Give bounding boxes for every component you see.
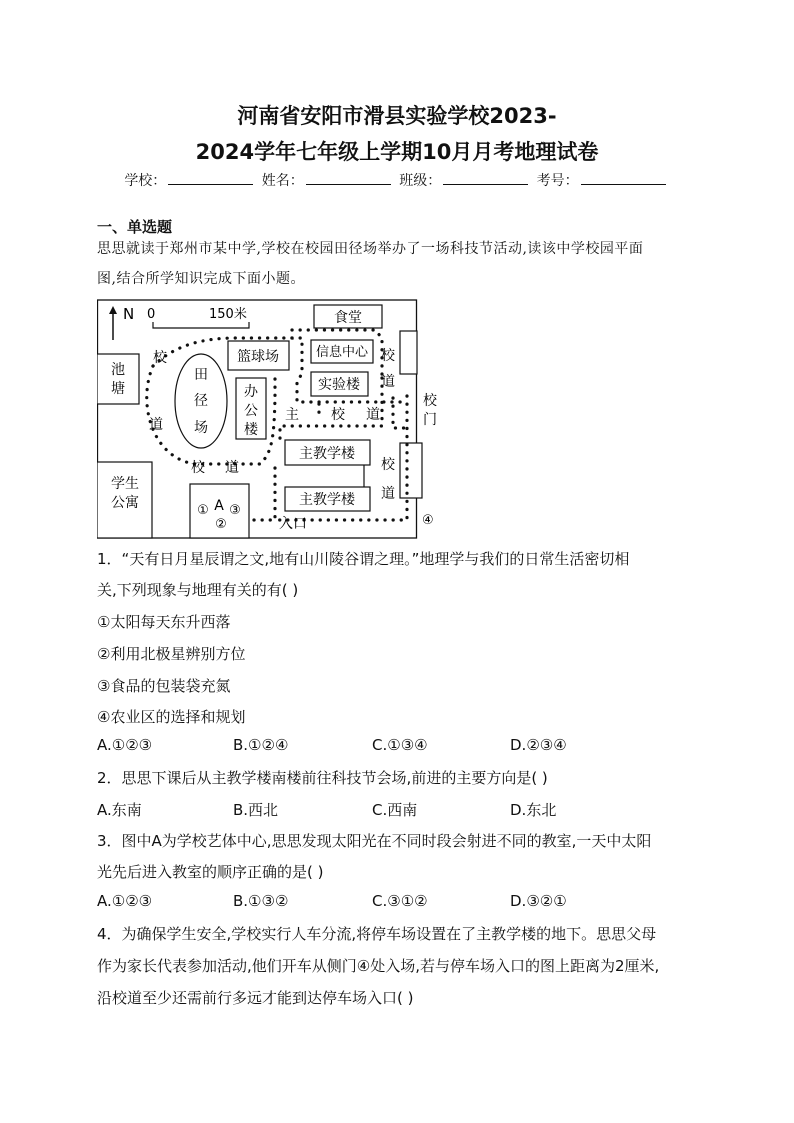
north-arrowhead-icon [109, 306, 117, 314]
section-heading: 一、单选题 [97, 218, 173, 236]
q4-stem-line3: 沿校道至少还需前行多远才能到达停车场入口( ) [97, 989, 414, 1007]
q1-stem-line1: 1．“天有日月星辰谓之文,地有山川陵谷谓之理。”地理学与我们的日常生活密切相 [97, 550, 630, 568]
q1-option-c[interactable]: C.①③④ [372, 736, 428, 754]
road-label-xiao-south: 校 [191, 460, 205, 476]
art-room-1: ① [197, 503, 209, 518]
pond-label-b: 塘 [111, 381, 125, 397]
road-label-dao-east: 道 [381, 374, 395, 390]
q4-stem-line1: 4．为确保学生安全,学校实行人车分流,将停车场设置在了主教学楼的地下。思思父母 [97, 925, 657, 943]
canteen-label: 食堂 [334, 310, 362, 326]
q1-option-b[interactable]: B.①②④ [233, 736, 289, 754]
north-label: N [123, 305, 135, 323]
school-label: 学校： [124, 173, 167, 189]
side-structure-north [400, 331, 417, 374]
scale-length: 150米 [209, 307, 247, 322]
q1-item-3: ③食品的包装袋充氮 [97, 677, 231, 695]
road-label-xiao-east: 校 [381, 348, 395, 364]
side-gate-4: ④ [422, 513, 434, 528]
lab-label: 实验楼 [318, 377, 360, 393]
info-center-label: 信息中心 [315, 345, 369, 360]
track-label-a: 田 [194, 367, 208, 383]
class-label: 班级： [399, 173, 442, 189]
scale-bar [153, 322, 249, 328]
gate-label-b: 门 [423, 412, 437, 428]
road-label-xiao-west: 校 [153, 350, 167, 366]
entrance-label: 入口 [279, 516, 307, 532]
exam-title-line1: 河南省安阳市滑县实验学校2023- [237, 104, 557, 128]
road-label-dao-se: 道 [381, 486, 395, 502]
q3-option-d[interactable]: D.③②① [510, 892, 567, 910]
q3-option-c[interactable]: C.③①② [372, 892, 428, 910]
teaching-building-south-label: 主教学楼 [299, 492, 355, 508]
office-label-a: 办 [244, 384, 258, 400]
q3-option-a[interactable]: A.①②③ [97, 892, 153, 910]
intro-line1: 思思就读于郑州市某中学,学校在校园田径场举办了一场科技节活动,读该中学校园平面 [97, 241, 644, 257]
class-blank[interactable] [443, 172, 528, 185]
art-room-3: ③ [229, 503, 241, 518]
road-label-dao-south: 道 [225, 460, 239, 476]
campus-map [97, 298, 442, 540]
basketball-label: 篮球场 [237, 349, 279, 365]
q2-stem: 2．思思下课后从主教学楼南楼前往科技节会场,前进的主要方向是( ) [97, 769, 548, 787]
scale-zero: 0 [147, 307, 156, 322]
intro-line2: 图,结合所学知识完成下面小题。 [97, 271, 305, 287]
q2-option-a[interactable]: A.东南 [97, 801, 142, 819]
office-label-c: 楼 [244, 422, 258, 438]
gate-label-a: 校 [423, 393, 437, 409]
q1-item-4: ④农业区的选择和规划 [97, 708, 246, 726]
q2-option-c[interactable]: C.西南 [372, 801, 418, 819]
office-label-b: 公 [244, 403, 258, 419]
school-blank[interactable] [168, 172, 253, 185]
q3-option-b[interactable]: B.①③② [233, 892, 289, 910]
track-label-c: 场 [194, 420, 208, 436]
q2-option-b[interactable]: B.西北 [233, 801, 279, 819]
road-label-xiao-se: 校 [381, 457, 395, 473]
q1-option-a[interactable]: A.①②③ [97, 736, 153, 754]
q1-option-d[interactable]: D.②③④ [510, 736, 567, 754]
track-label-b: 径 [194, 393, 208, 409]
student-info-row [0, 170, 794, 190]
pond-label-a: 池 [111, 362, 125, 378]
exam-title-line2: 2024学年七年级上学期10月月考地理试卷 [195, 140, 599, 164]
art-room-2: ② [215, 517, 227, 532]
q1-stem-line2: 关,下列现象与地理有关的有( ) [97, 581, 299, 599]
road-label-dao-west: 道 [149, 417, 163, 433]
main-road-label-b: 校 [331, 407, 345, 423]
q1-item-2: ②利用北极星辨别方位 [97, 645, 246, 663]
main-road-label-c: 道 [366, 407, 380, 423]
number-label: 考号： [536, 173, 579, 189]
number-blank[interactable] [581, 172, 666, 185]
q3-stem-line1: 3．图中A为学校艺体中心,思思发现太阳光在不同时段会射进不同的教室,一天中太阳 [97, 832, 652, 850]
dorm-label-a: 学生 [111, 476, 139, 492]
teaching-building-north-label: 主教学楼 [299, 446, 355, 462]
main-road-label-a: 主 [285, 407, 299, 423]
name-blank[interactable] [306, 172, 391, 185]
art-center-label: A [214, 498, 224, 514]
name-label: 姓名： [261, 173, 304, 189]
q1-item-1: ①太阳每天东升西落 [97, 613, 231, 631]
dorm-label-b: 公寓 [111, 495, 139, 511]
q3-stem-line2: 光先后进入教室的顺序正确的是( ) [97, 863, 324, 881]
q2-option-d[interactable]: D.东北 [510, 801, 557, 819]
side-structure-south [400, 443, 422, 498]
q4-stem-line2: 作为家长代表参加活动,他们开车从侧门④处入场,若与停车场入口的图上距离为2厘米, [97, 957, 660, 975]
